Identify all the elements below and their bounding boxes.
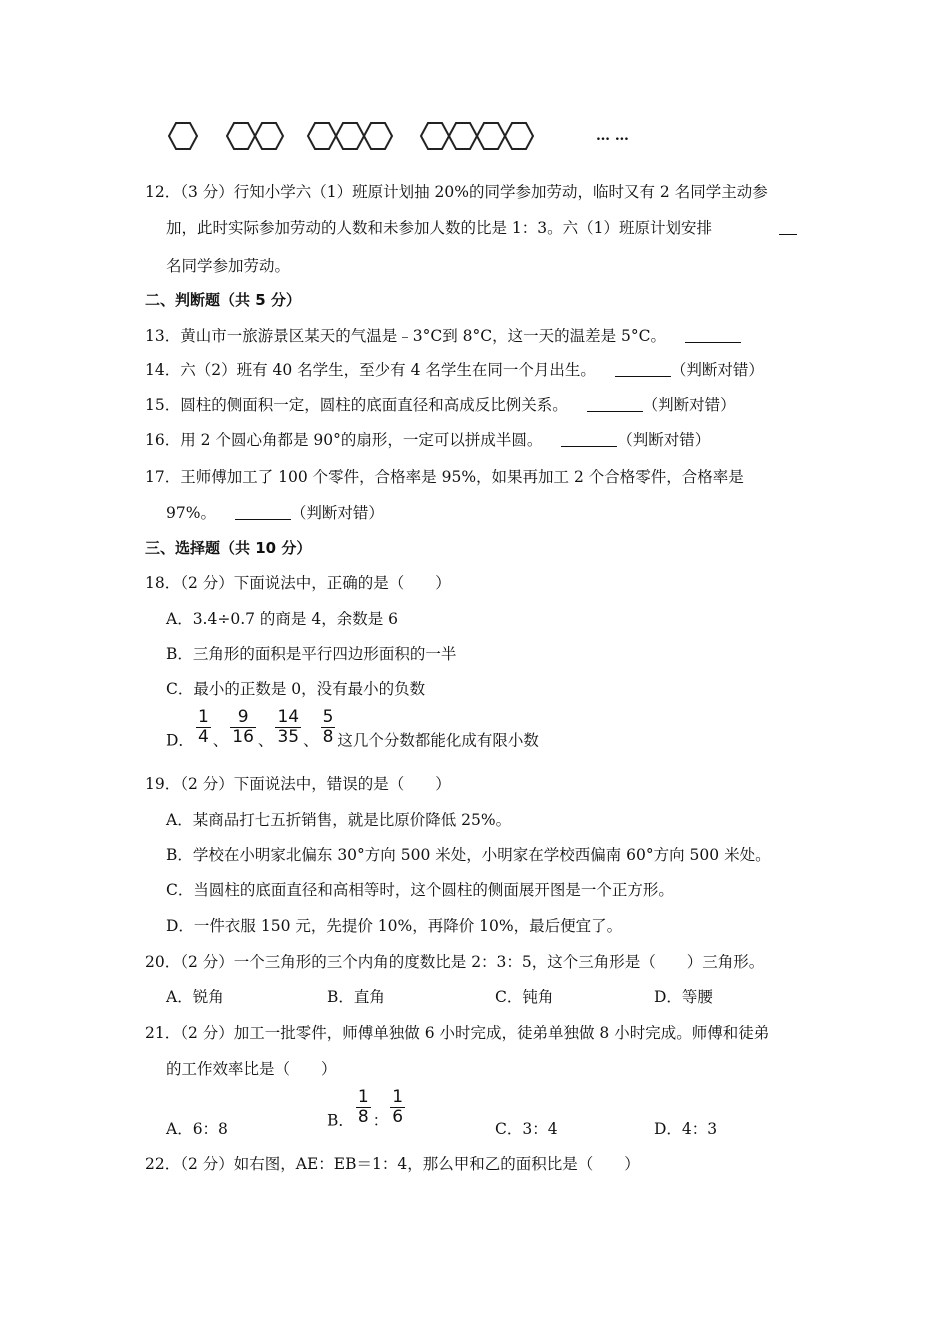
q15-answer-blank[interactable] (587, 397, 643, 412)
q14-suffix: （判断对错） (670, 361, 764, 379)
q13 (145, 324, 741, 346)
q12-line2 (166, 216, 797, 238)
q18-option-b[interactable]: B．三角形的面积是平行四边形面积的一半 (166, 645, 457, 663)
q22-stem: 22．（2 分）如右图，AE：EB＝1：4，那么甲和乙的面积比是（ ） (145, 1155, 640, 1173)
denominator: 35 (277, 727, 300, 747)
numerator: 1 (197, 707, 209, 727)
hexagon (449, 123, 477, 149)
q18-d-fraction (275, 708, 301, 747)
q12-line2-text: 加，此时实际参加劳动的人数和未参加人数的比是 1：3。六（1）班原计划安排 (166, 219, 713, 237)
q15-text: 15．圆柱的侧面积一定，圆柱的底面直径和高成反比例关系。 (145, 396, 568, 414)
numerator: 1 (357, 1087, 369, 1107)
q20-option-d[interactable]: D．等腰 (654, 988, 713, 1006)
numerator: 9 (237, 707, 249, 727)
q17-line2-text: 97%。 (166, 504, 216, 522)
hexagon (477, 123, 505, 149)
q21-option-a[interactable]: A．6：8 (166, 1120, 228, 1138)
q21-b-fraction-1 (356, 1088, 371, 1127)
hexagon (336, 123, 364, 149)
q21-line1: 21．（2 分）加工一批零件，师傅单独做 6 小时完成，徒弟单独做 8 小时完成。师傅和徒弟 (145, 1024, 770, 1042)
section3-title: 三、选择题（共 10 分） (145, 539, 312, 557)
q20-option-b[interactable]: B．直角 (327, 988, 385, 1006)
q17-line2 (166, 501, 384, 523)
q17-suffix: （判断对错） (290, 504, 384, 522)
q14-answer-blank[interactable] (615, 362, 671, 377)
q19-option-a[interactable]: A．某商品打七五折销售，就是比原价降低 25%。 (166, 811, 512, 829)
hexagon (255, 123, 283, 149)
section2-title: 二、判断题（共 5 分） (145, 291, 301, 309)
q14-text: 14．六（2）班有 40 名学生，至少有 4 名学生在同一个月出生。 (145, 361, 596, 379)
q19-option-b[interactable]: B．学校在小明家北偏东 30°方向 500 米处，小明家在学校西偏南 60°方向 500 米处。 (166, 846, 771, 864)
denominator: 6 (392, 1107, 404, 1127)
q15 (145, 393, 736, 415)
q19-option-c[interactable]: C．当圆柱的底面直径和高相等时，这个圆柱的侧面展开图是一个正方形。 (166, 881, 674, 899)
q20-stem: 20．（2 分）一个三角形的三个内角的度数比是 2：3：5，这个三角形是（ ）三角形。 (145, 953, 765, 971)
hexagon (169, 123, 197, 149)
q15-suffix: （判断对错） (642, 396, 736, 414)
q21-b-prefix: B． (327, 1111, 354, 1130)
q21-option-d[interactable]: D．4：3 (654, 1120, 718, 1138)
q18-d-sep: 、 (212, 731, 229, 750)
denominator: 16 (232, 727, 254, 747)
q21-option-b[interactable] (327, 1088, 407, 1131)
q17-answer-blank[interactable] (235, 505, 291, 520)
hexagon (505, 123, 533, 149)
q14 (145, 358, 764, 380)
q16 (145, 428, 710, 450)
q13-answer-blank[interactable] (685, 328, 741, 343)
figure-ellipsis: … … (596, 128, 629, 144)
q18-option-d[interactable] (166, 708, 539, 751)
q18-d-sep: 、 (303, 731, 319, 750)
denominator: 4 (197, 727, 209, 747)
q18-d-suffix: 这几个分数都能化成有限小数 (337, 731, 539, 750)
q12-line3: 名同学参加劳动。 (166, 257, 291, 275)
q18-d-prefix: D． (166, 731, 194, 750)
q20-option-a[interactable]: A．锐角 (166, 988, 224, 1006)
hexagon-pattern-figure (160, 112, 640, 162)
denominator: 8 (357, 1107, 369, 1127)
q16-suffix: （判断对错） (617, 431, 711, 449)
q12-answer-blank[interactable] (779, 220, 797, 235)
q20-option-c[interactable]: C．钝角 (495, 988, 554, 1006)
hexagon (308, 123, 336, 149)
q17-line1: 17．王师傅加工了 100 个零件，合格率是 95%，如果再加工 2 个合格零件，合格率是 (145, 468, 744, 486)
q19-option-d[interactable]: D．一件衣服 150 元，先提价 10%，再降价 10%，最后便宜了。 (166, 917, 623, 935)
q16-answer-blank[interactable] (561, 432, 617, 447)
hexagon (421, 123, 449, 149)
numerator: 5 (322, 707, 334, 727)
q18-d-fraction (196, 708, 211, 747)
numerator: 14 (277, 707, 300, 727)
q13-text: 13．黄山市一旅游景区某天的气温是﹣3°C到 8°C，这一天的温差是 5°C。 (145, 327, 666, 345)
q21-b-fraction-2 (390, 1088, 405, 1127)
q18-option-c[interactable]: C．最小的正数是 0，没有最小的负数 (166, 680, 426, 698)
q18-option-a[interactable]: A．3.4÷0.7 的商是 4，余数是 6 (166, 610, 398, 628)
numerator: 1 (392, 1087, 404, 1107)
q12-line1: 12．（3 分）行知小学六（1）班原计划抽 20%的同学参加劳动，临时又有 2 名同学主动参 (145, 183, 768, 201)
q18-stem: 18．（2 分）下面说法中，正确的是（ ） (145, 574, 451, 592)
q21-option-c[interactable]: C．3：4 (495, 1120, 558, 1138)
q21-b-sep: ： (372, 1111, 389, 1130)
q18-d-sep: 、 (257, 731, 274, 750)
hexagon (227, 123, 255, 149)
q18-d-fraction (321, 708, 336, 747)
q21-line2: 的工作效率比是（ ） (166, 1060, 337, 1078)
hexagon (364, 123, 392, 149)
q16-text: 16．用 2 个圆心角都是 90°的扇形，一定可以拼成半圆。 (145, 431, 543, 449)
q19-stem: 19．（2 分）下面说法中，错误的是（ ） (145, 775, 451, 793)
denominator: 8 (322, 727, 334, 747)
q18-d-fraction (230, 708, 256, 747)
